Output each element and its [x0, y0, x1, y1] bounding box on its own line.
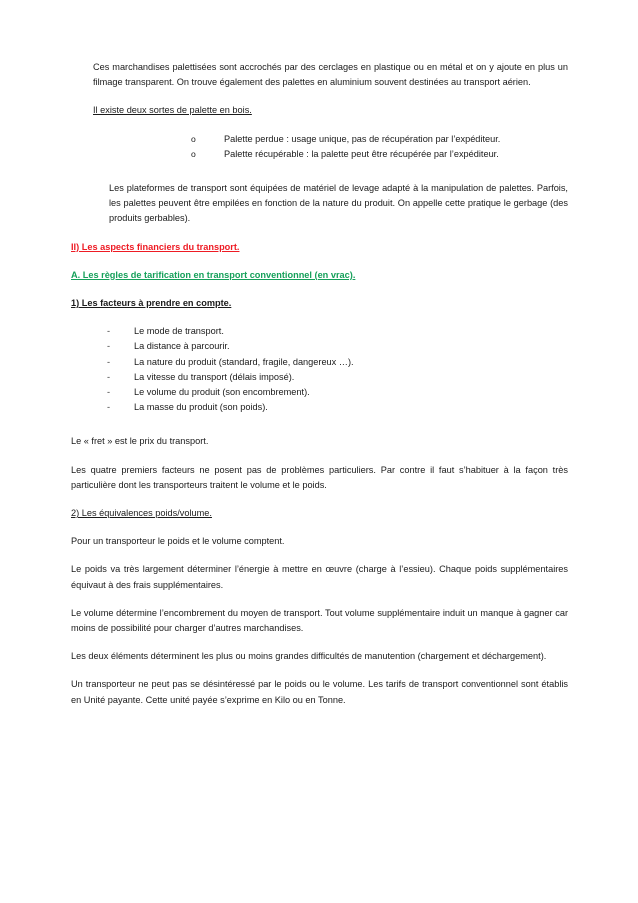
list-item-label: La nature du produit (standard, fragile, dangereux …).: [134, 356, 354, 367]
dash-bullet-icon: -: [107, 387, 111, 398]
list-item-label: La masse du produit (son poids).: [134, 402, 268, 413]
heading-item-1: 1) Les facteurs à prendre en compte.: [71, 298, 232, 309]
dash-bullet-icon: -: [107, 341, 111, 352]
list-item: [71, 370, 568, 385]
dash-bullet-icon: -: [107, 326, 111, 337]
paragraph-conclusion: Un transporteur ne peut pas se désintéressé par le poids ou le volume. Les tarifs de transport conventionnel sont établis en Unité payante. Cette unité payée s’exprime en Kilo ou en Tonne.: [71, 679, 568, 705]
dash-bullet-icon: -: [107, 356, 111, 367]
list-item-label: La distance à parcourir.: [134, 341, 230, 352]
list-item: [71, 400, 568, 415]
list-item-label: Le mode de transport.: [134, 326, 224, 337]
list-item-label: Le volume du produit (son encombrement).: [134, 387, 310, 398]
list-item: [71, 385, 568, 400]
list-item-label: Palette perdue : usage unique, pas de récupération par l’expéditeur.: [224, 133, 501, 144]
paragraph-volume: Le volume détermine l’encombrement du moyen de transport. Tout volume supplémentaire induit un manque à gagner car moins de possibilité pour charger d’autres marchandises.: [71, 607, 568, 634]
heading-subsection-a: A. Les règles de tarification en transport conventionnel (en vrac).: [71, 269, 356, 280]
heading-wood-pallets: Il existe deux sortes de palette en bois.: [93, 105, 252, 116]
paragraph-both-elements: Les deux éléments déterminent les plus ou moins grandes difficultés de manutention (chargement et déchargement).: [71, 651, 547, 662]
list-item-label: Palette récupérable : la palette peut être récupérée par l’expéditeur.: [224, 148, 499, 159]
factors-list: [71, 324, 568, 415]
list-item-label: La vitesse du transport (délais imposé).: [134, 371, 295, 382]
paragraph-carrier: Pour un transporteur le poids et le volume comptent.: [71, 536, 285, 547]
paragraph-weight: Le poids va très largement déterminer l’énergie à mettre en œuvre (charge à l’essieu). Chaque poids supplémentaires équivaut à des frais supplémentaires.: [71, 564, 568, 590]
paragraph-pallets-intro: Ces marchandises palettisées sont accrochés par des cerclages en plastique ou en métal et on y ajoute en plus un filmage transparent. On trouve également des palettes en aluminium souvent destinées au transport aérien.: [93, 62, 568, 88]
heading-item-2: 2) Les équivalences poids/volume.: [71, 508, 212, 519]
heading-section-ii: II) Les aspects financiers du transport.: [71, 241, 240, 252]
circle-bullet-icon: o: [191, 133, 196, 144]
dash-bullet-icon: -: [107, 402, 111, 413]
list-item: [71, 355, 568, 370]
paragraph-fret: Le « fret » est le prix du transport.: [71, 436, 209, 447]
list-item: [71, 324, 568, 339]
list-item: [71, 132, 568, 147]
dash-bullet-icon: -: [107, 371, 111, 382]
list-item: [71, 339, 568, 354]
paragraph-four-factors: Les quatre premiers facteurs ne posent pas de problèmes particuliers. Par contre il faut s’habituer à la façon très particulière dont les transporteurs traitent le volume et le poids.: [71, 464, 568, 490]
document-content: [71, 60, 568, 721]
paragraph-platforms: Les plateformes de transport sont équipées de matériel de levage adapté à la manipulation de palettes. Parfois, les palettes peuvent être empilées en fonction de la nature du produit. On appelle cette pratique le gerbage (des produits gerbables).: [109, 183, 568, 224]
list-item: [71, 147, 568, 162]
pallet-types-list: [71, 132, 568, 162]
circle-bullet-icon: o: [191, 148, 196, 159]
